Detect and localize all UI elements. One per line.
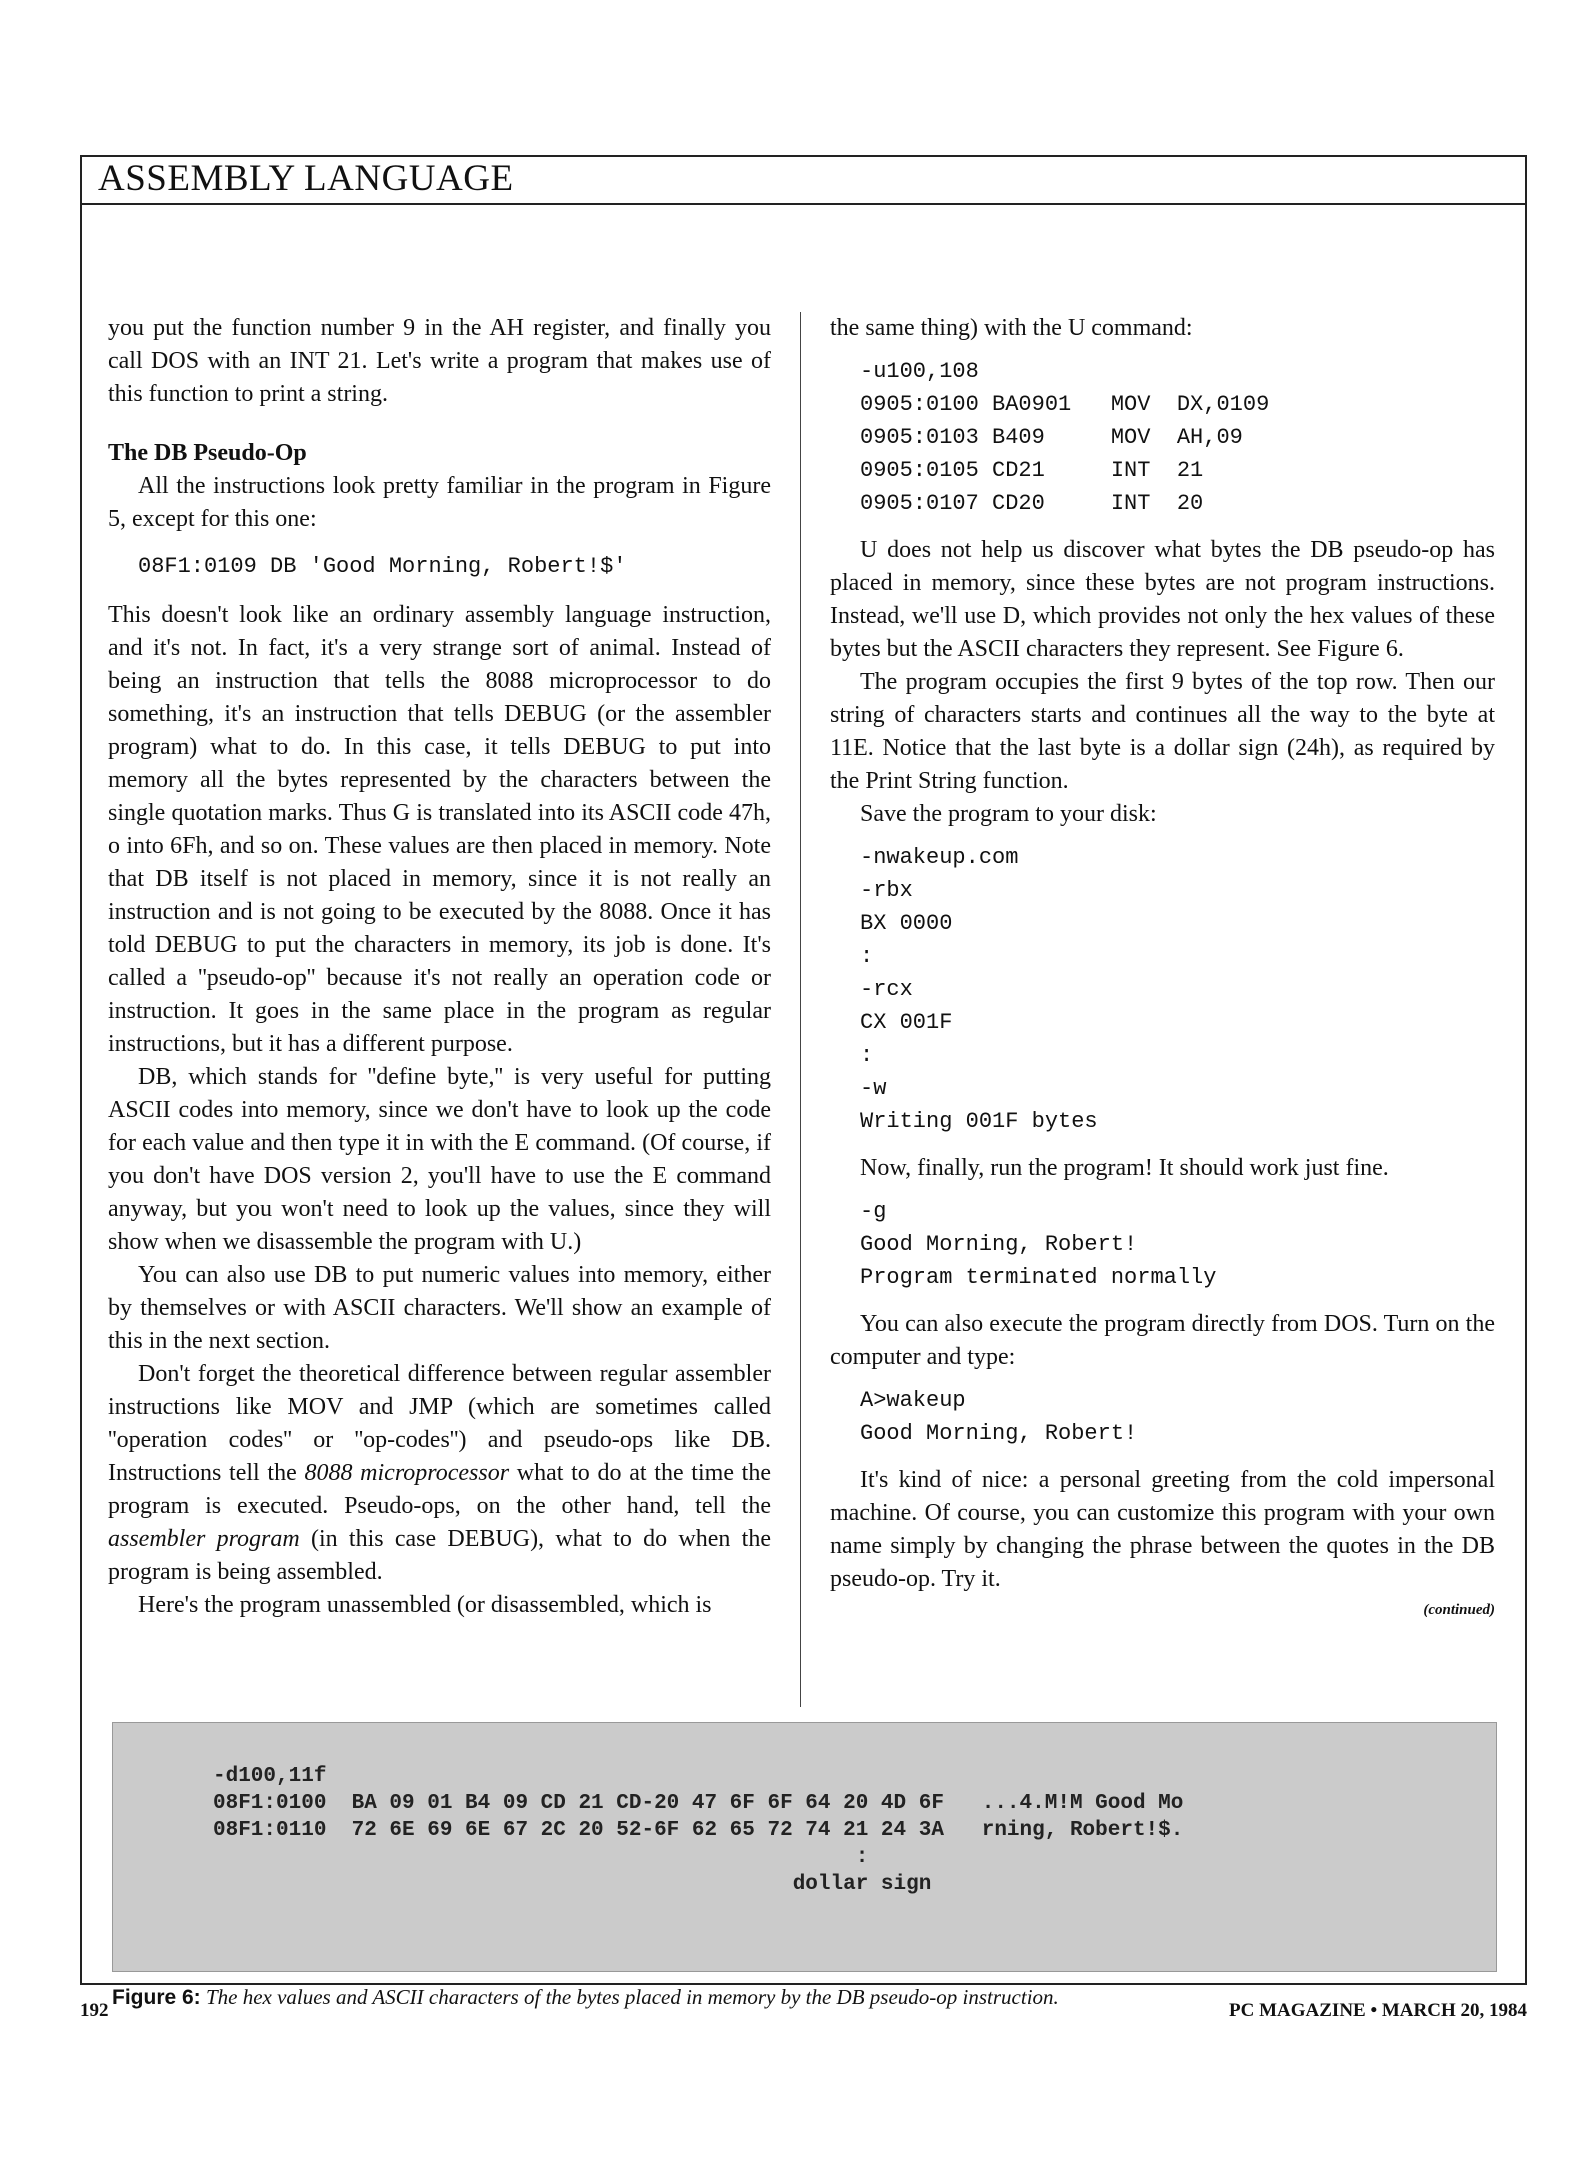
left-column (108, 312, 771, 1622)
caption-label: Figure 6: (112, 1986, 201, 2009)
hex-dump: -d100,11f 08F1:0100 BA 09 01 B4 09 CD 21 CD-20 47 6F 6F 64 20 4D 6F ...4.M!M Good Mo 08F1:0110 72 6E 69 6E 67 2C 20 52-6F 62 65 72 74 21 24 3A rning, Robert!$. : dollar sign (213, 1765, 1184, 1896)
code-block-unassemble: -u100,108 0905:0100 BA0901 MOV DX,0109 0905:0103 B409 MOV AH,09 0905:0105 CD21 INT 21 0905:0107 CD20 INT 20 (860, 359, 1270, 516)
figure-caption (112, 1985, 1059, 2010)
publication-footer: PC MAGAZINE • MARCH 20, 1984 (1229, 2000, 1527, 2021)
code-block-dos: A>wakeup Good Morning, Robert! (860, 1388, 1138, 1446)
paragraph: you put the function number 9 in the AH register, and finally you call DOS with an INT 21. Let's write a program that makes use of this function to print a string. (108, 315, 771, 407)
paragraph-text: Don't forget the theoretical difference between regular assembler instructions like MOV and JMP (which are sometimes called ''operation codes'' or ''op-codes'') and pseudo-ops like DB. Instructions tell the (108, 1361, 771, 1486)
paragraph: It's kind of nice: a personal greeting from the cold impersonal machine. Of course, you can customize this program with your own name simply by changing the phrase between the quotes in the DB pseudo-op. Try it. (830, 1467, 1495, 1592)
right-column (830, 312, 1495, 1620)
emphasis: assembler program (108, 1526, 300, 1552)
code-block-run: -g Good Morning, Robert! Program terminated normally (860, 1199, 1217, 1290)
continued-label: (continued) (1423, 1602, 1495, 1618)
paragraph: U does not help us discover what bytes the DB pseudo-op has placed in memory, since these bytes are not program instructions. Instead, we'll use D, which provides not only the hex values of these bytes but the ASCII characters they represent. See Figure 6. (830, 537, 1495, 662)
paragraph: Now, finally, run the program! It should work just fine. (860, 1155, 1389, 1181)
column-divider (800, 312, 801, 1707)
paragraph (108, 1358, 771, 1589)
paragraph-text: what to do at the time the program is executed. Pseudo-ops, on the other hand, tell the (108, 1460, 772, 1519)
paragraph: Save the program to your disk: (860, 801, 1157, 827)
code-line: 08F1:0109 DB 'Good Morning, Robert!$' (138, 554, 627, 579)
paragraph: You can also execute the program directly from DOS. Turn on the computer and type: (830, 1311, 1495, 1370)
paragraph: All the instructions look pretty familiar in the program in Figure 5, except for this one: (108, 473, 771, 532)
paragraph: This doesn't look like an ordinary assembly language instruction, and it's not. In fact, it's a very strange sort of animal. Instead of being an instruction that tells the 8088 microprocessor to do something, it's an instruction that tells DEBUG (or the assembler program) what to do. In this case, it tells DEBUG to put into memory all the bytes represented by the characters between the single quotation marks. Thus G is translated into its ASCII code 47h, o into 6Fh, and so on. These values are then placed in memory. Note that DB itself is not placed in memory, since it is not really an instruction and is not going to be executed by the 8088. Once it has told DEBUG to put the characters in memory, its job is done. It's called a ''pseudo-op'' because it's not really an operation code or instruction. It goes in the same place in the program as regular instructions, but it has a different purpose. (108, 602, 771, 1057)
paragraph: You can also use DB to put numeric values into memory, either by themselves or with ASCII characters. We'll show an example of this in the next section. (108, 1262, 771, 1354)
paragraph: DB, which stands for ''define byte,'' is very useful for putting ASCII codes into memory, since we don't have to look up the code for each value and then type it in with the E command. (Of course, if you don't have DOS version 2, you'll have to use the E command anyway, but you won't need to look up the values, since they will show when we disassemble the program with U.) (108, 1064, 771, 1255)
section-header (80, 155, 1527, 205)
paragraph: the same thing) with the U command: (830, 315, 1193, 341)
paragraph: Here's the program unassembled (or disassembled, which is (138, 1592, 712, 1618)
page-number: 192 (80, 2000, 109, 2021)
code-block-save: -nwakeup.com -rbx BX 0000 : -rcx CX 001F : -w Writing 001F bytes (860, 845, 1098, 1134)
paragraph-text: (in this case DEBUG), what to do when the program is being assembled. (108, 1526, 771, 1585)
paragraph: The program occupies the first 9 bytes of the top row. Then our string of characters starts and continues all the way to the byte at 11E. Notice that the last byte is a dollar sign (24h), as required by the Print String function. (830, 669, 1495, 794)
subheading: The DB Pseudo-Op (108, 440, 307, 466)
section-title: ASSEMBLY LANGUAGE (98, 158, 514, 199)
caption-text: The hex values and ASCII characters of the bytes placed in memory by the DB pseudo-op instruction. (200, 1985, 1059, 2009)
figure-6-box (112, 1722, 1497, 1972)
emphasis: 8088 microprocessor (304, 1460, 510, 1486)
